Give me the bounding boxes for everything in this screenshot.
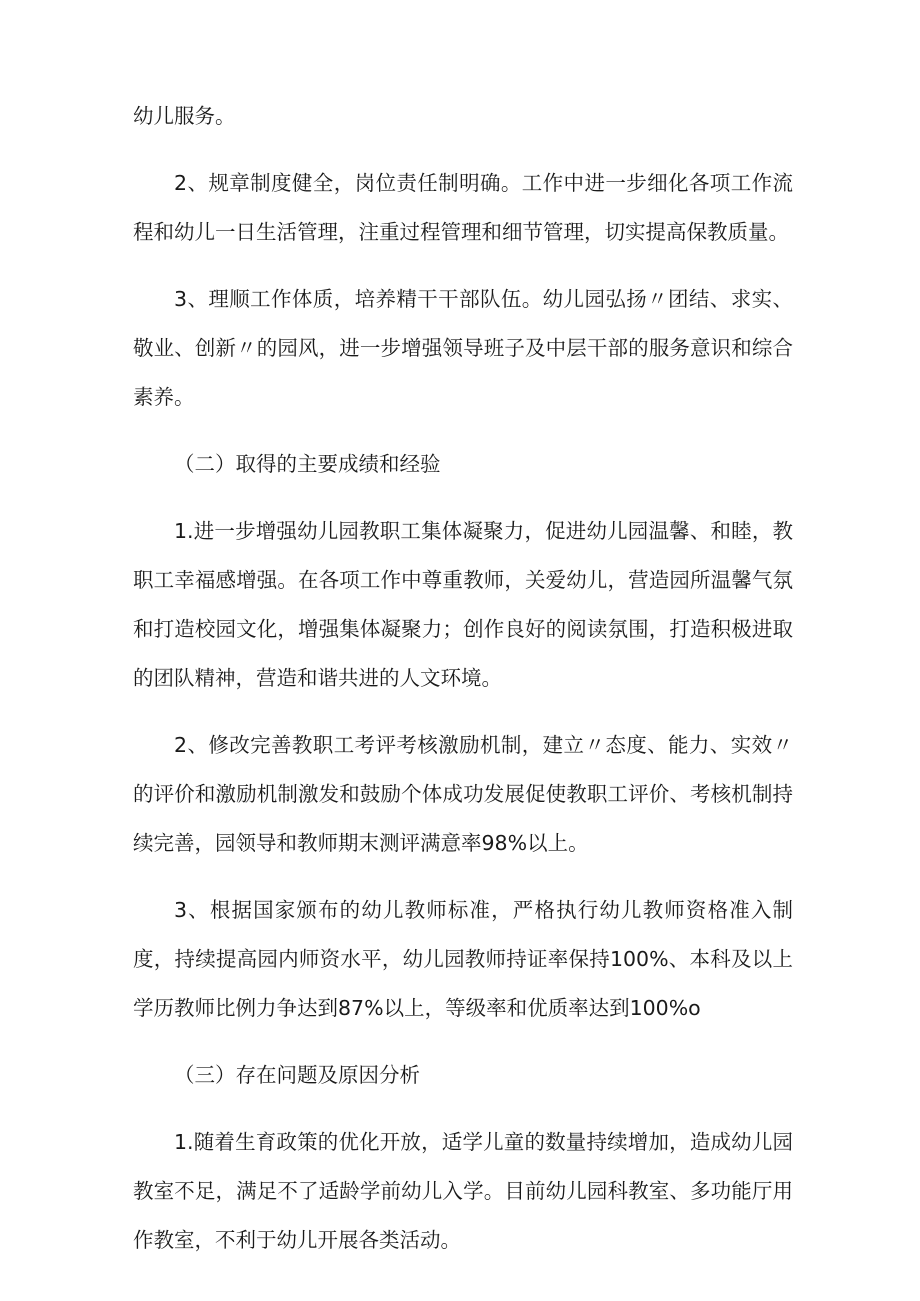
section-heading-achievements: （二）取得的主要成绩和经验	[174, 452, 441, 476]
paragraph-teacher-standards: 3、根据国家颁布的幼儿教师标准，严格执行幼儿教师资格准入制度，持续提高园内师资水平，幼儿园教师持证率保持100%、本科及以上学历教师比例力争达到87%以上，等级率和优质率达到100%o	[133, 898, 793, 1020]
paragraph-cadre-team: 3、理顺工作体质，培养精干干部队伍。幼儿园弘扬〃团结、求实、敬业、创新〃的园风，进一步增强领导班子及中层干部的服务意识和综合素养。	[133, 287, 793, 409]
document-body	[133, 92, 793, 1283]
paragraph-continuation: 幼儿服务。	[133, 104, 236, 128]
paragraph-cohesion: 1.进一步增强幼儿园教职工集体凝聚力，促进幼儿园温馨、和睦，教职工幸福感增强。在各项工作中尊重教师，关爱幼儿，营造园所温馨气氛和打造校园文化，增强集体凝聚力；创作良好的阅读氛围，打造积极进取的团队精神，营造和谐共进的人文环境。	[133, 519, 793, 690]
paragraph-classroom-shortage: 1.随着生育政策的优化开放，适学儿童的数量持续增加，造成幼儿园教室不足，满足不了适龄学前幼儿入学。目前幼儿园科教室、多功能厅用作教室，不利于幼儿开展各类活动。	[133, 1130, 793, 1252]
paragraph-evaluation-mechanism: 2、修改完善教职工考评考核激励机制，建立〃态度、能力、实效〃的评价和激励机制激发和鼓励个体成功发展促使教职工评价、考核机制持续完善，园领导和教师期末测评满意率98%以上。	[133, 733, 793, 855]
paragraph-rules-system: 2、规章制度健全，岗位责任制明确。工作中进一步细化各项工作流程和幼儿一日生活管理，注重过程管理和细节管理，切实提高保教质量。	[133, 171, 793, 244]
section-heading-problems: （三）存在问题及原因分析	[174, 1063, 420, 1087]
